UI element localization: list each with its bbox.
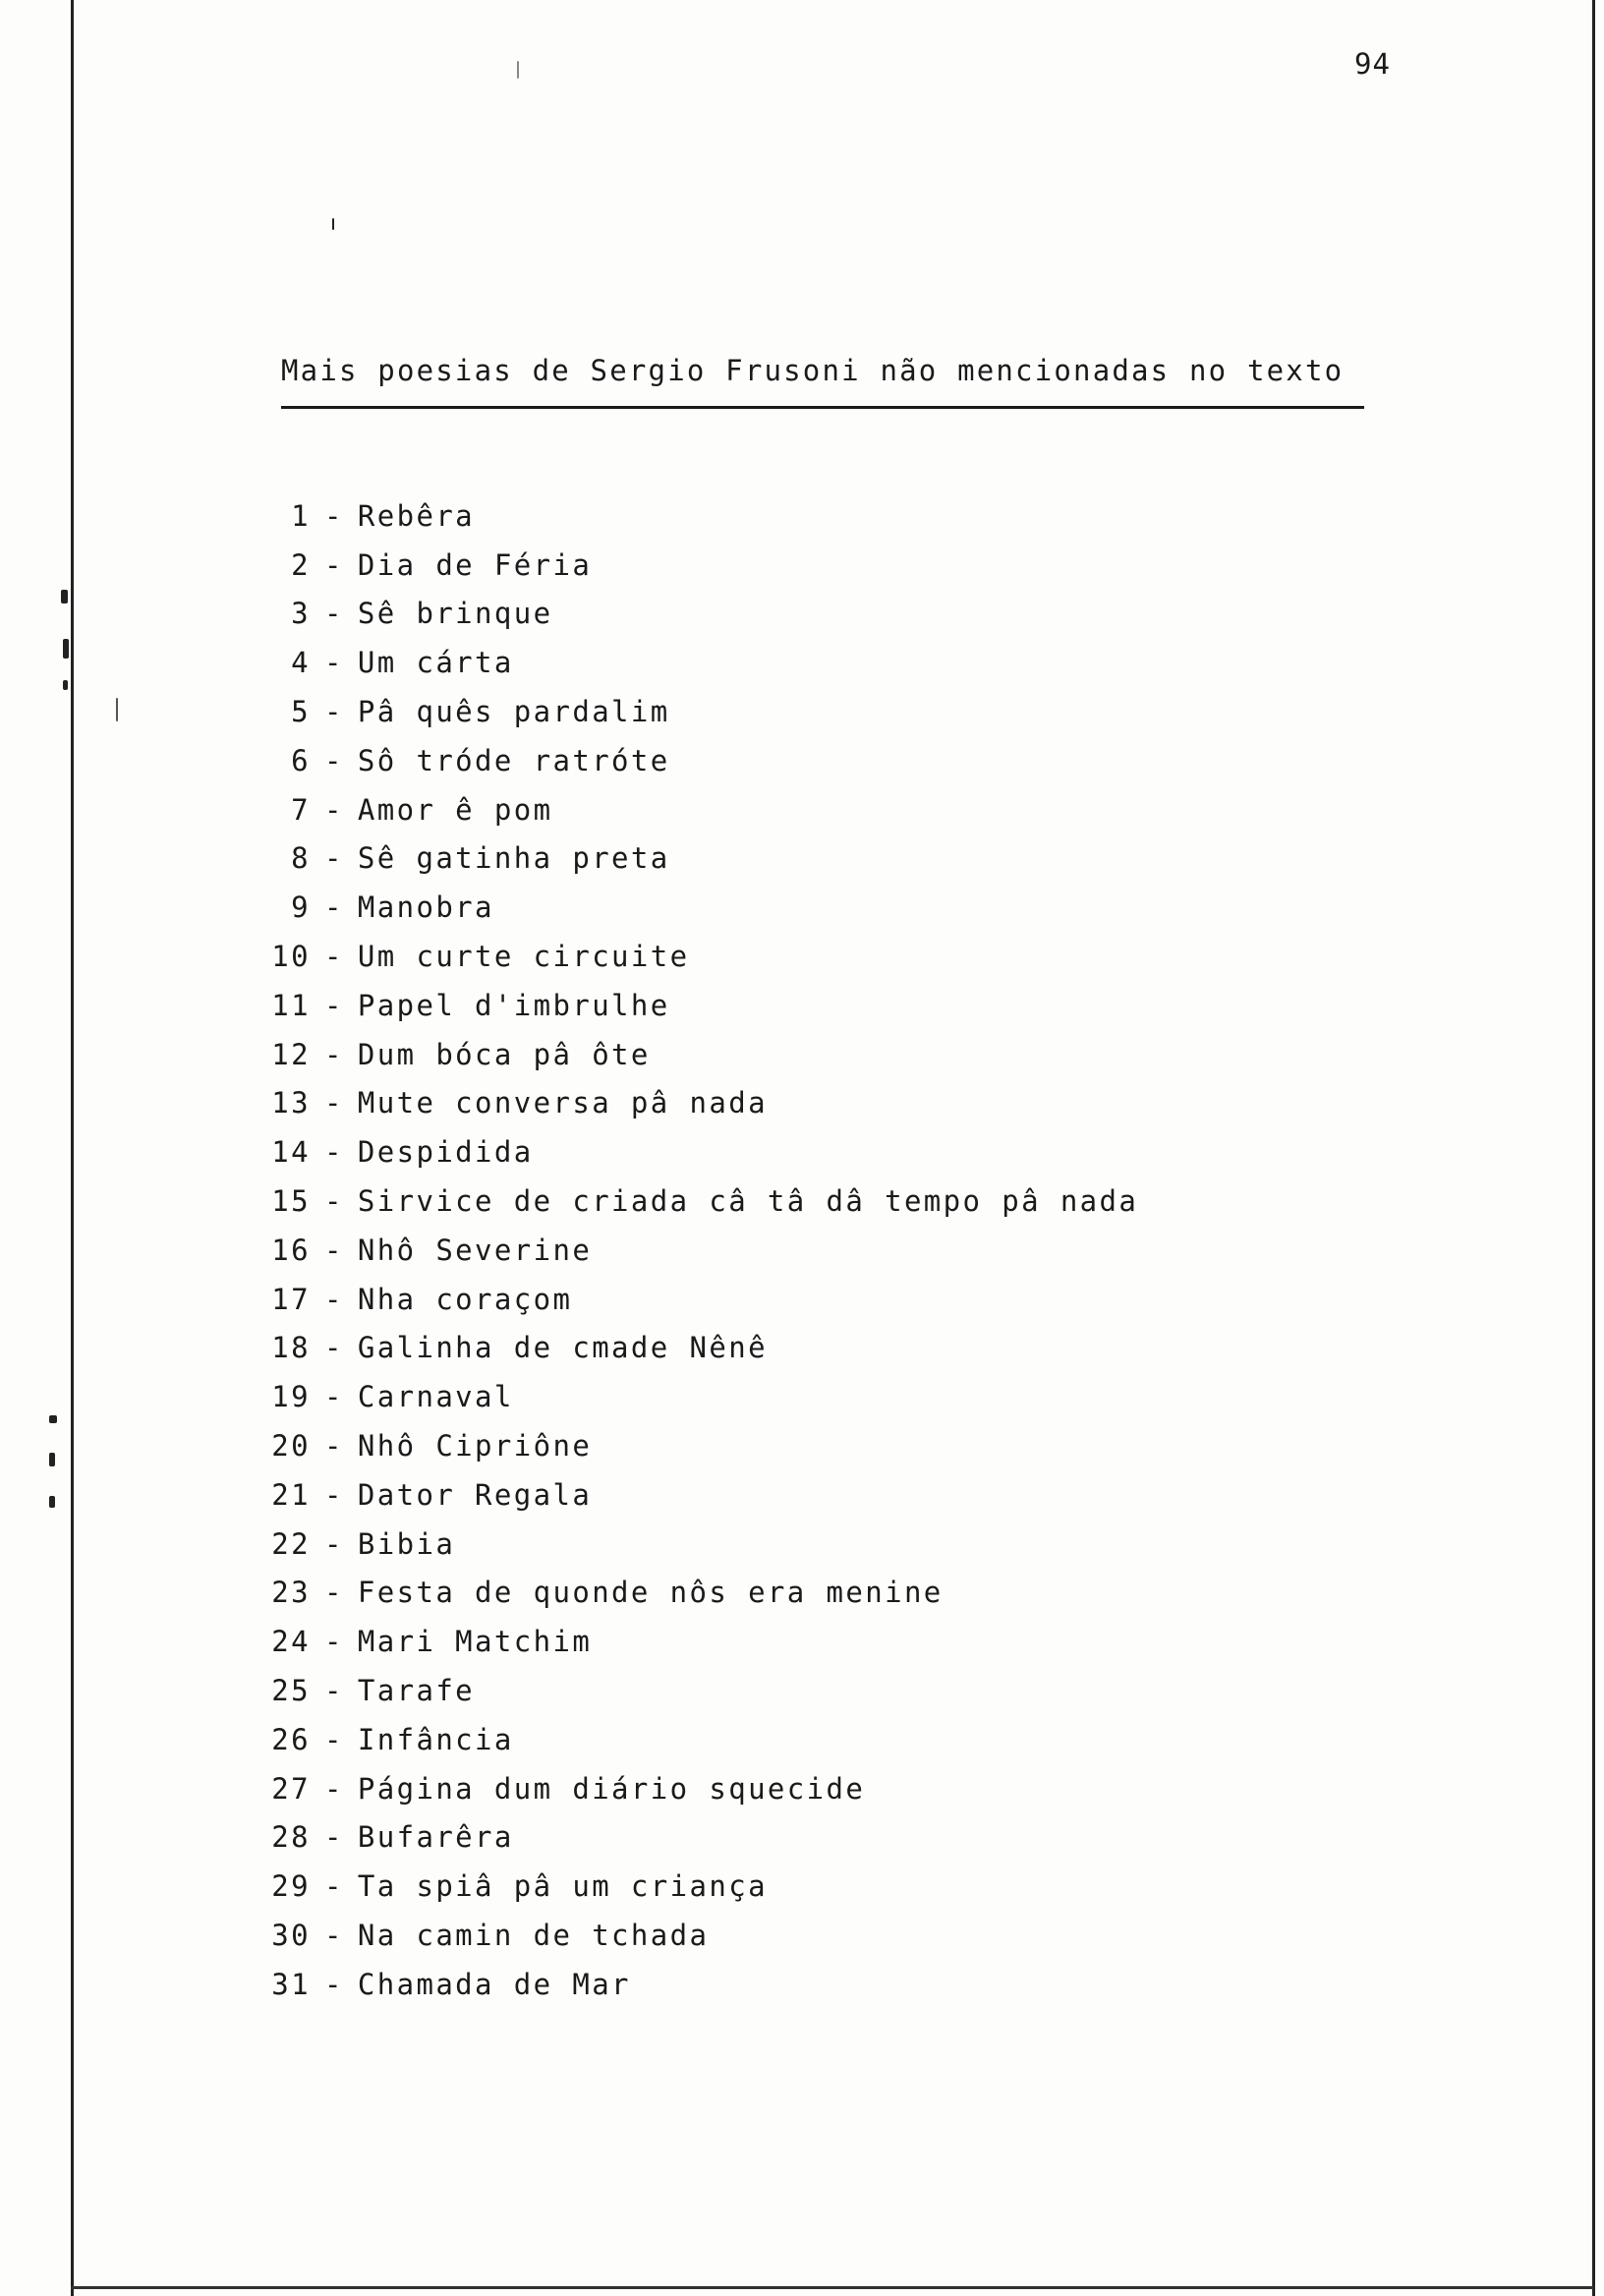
poem-number: 14 — [271, 1135, 311, 1170]
poem-separator: - — [324, 743, 344, 777]
list-item — [265, 541, 1494, 590]
scan-speck — [63, 639, 69, 659]
poem-title: Chamada de Mar — [357, 1967, 631, 2001]
poem-separator: - — [324, 1282, 344, 1316]
poem-separator: - — [324, 988, 344, 1022]
poem-number: 5 — [291, 695, 311, 729]
poem-title: Carnaval — [357, 1380, 514, 1414]
poem-separator: - — [324, 695, 344, 729]
poem-number: 7 — [291, 792, 311, 827]
poem-separator: - — [324, 1184, 344, 1219]
poem-title: Tarafe — [357, 1674, 476, 1708]
poem-title: Nhô Severine — [357, 1233, 593, 1267]
list-item — [265, 932, 1494, 981]
scan-edge-bottom — [71, 2286, 1594, 2289]
poem-separator: - — [324, 841, 344, 876]
poem-separator: - — [324, 1674, 344, 1708]
page-number: 94 — [1354, 47, 1391, 81]
poem-title: Infância — [357, 1722, 514, 1756]
poem-number: 16 — [271, 1233, 311, 1267]
poem-title: Um curte circuite — [357, 940, 690, 974]
poem-title: Nhô Cipriône — [357, 1429, 593, 1464]
poem-number: 11 — [271, 988, 311, 1022]
list-item — [265, 590, 1494, 639]
list-item — [265, 638, 1494, 687]
poem-number: 27 — [271, 1771, 311, 1806]
poem-number: 20 — [271, 1429, 311, 1464]
scan-speck — [332, 218, 334, 230]
poem-separator: - — [324, 1086, 344, 1120]
list-item — [265, 1911, 1494, 1960]
list-item — [265, 687, 1494, 736]
poem-number: 18 — [271, 1331, 311, 1365]
heading-underline — [281, 406, 1364, 409]
scan-speck — [116, 698, 118, 721]
list-item — [265, 1079, 1494, 1128]
poem-separator: - — [324, 1429, 344, 1464]
list-item — [265, 1177, 1494, 1226]
poem-title: Sô tróde ratróte — [357, 743, 670, 777]
list-item — [265, 1372, 1494, 1421]
poem-number: 12 — [271, 1037, 311, 1071]
poem-number: 28 — [271, 1820, 311, 1855]
poem-separator: - — [324, 1037, 344, 1071]
poem-title: Ta spiâ pâ um criança — [357, 1869, 768, 1904]
poem-number: 26 — [271, 1722, 311, 1756]
poem-title: Rebêra — [357, 498, 476, 533]
list-item — [265, 736, 1494, 785]
list-item — [265, 1324, 1494, 1373]
scan-speck — [49, 1496, 55, 1508]
poem-number: 17 — [271, 1282, 311, 1316]
poem-separator: - — [324, 1919, 344, 1952]
poem-separator: - — [324, 547, 344, 582]
list-item — [265, 1127, 1494, 1177]
poem-title: Bufarêra — [357, 1820, 514, 1855]
poem-title: Manobra — [357, 890, 494, 925]
poem-separator: - — [324, 1820, 344, 1855]
poem-number: 6 — [291, 743, 311, 777]
list-item — [265, 785, 1494, 834]
list-item — [265, 1617, 1494, 1666]
poem-separator: - — [324, 1771, 344, 1806]
poem-title: Sê brinque — [357, 597, 553, 631]
scan-speck — [61, 590, 68, 603]
poem-number: 23 — [271, 1576, 311, 1610]
list-item — [265, 1470, 1494, 1520]
poem-title: Na camin de tchada — [357, 1919, 710, 1952]
poem-number: 8 — [291, 841, 311, 876]
list-item — [265, 883, 1494, 932]
poem-title: Um cárta — [357, 646, 514, 680]
poem-number: 21 — [271, 1477, 311, 1512]
poem-separator: - — [324, 940, 344, 974]
poem-number: 24 — [271, 1625, 311, 1659]
list-item — [265, 981, 1494, 1030]
poem-number: 4 — [291, 646, 311, 680]
poem-separator: - — [324, 1869, 344, 1904]
poem-separator: - — [324, 792, 344, 827]
poem-title: Festa de quonde nôs era menine — [357, 1576, 944, 1610]
poem-title: Mari Matchim — [357, 1625, 593, 1659]
poem-separator: - — [324, 1625, 344, 1659]
poem-separator: - — [324, 498, 344, 533]
poem-number: 19 — [271, 1380, 311, 1414]
poem-title: Mute conversa pâ nada — [357, 1086, 768, 1120]
list-item — [265, 1275, 1494, 1324]
list-item — [265, 491, 1494, 541]
list-item — [265, 1960, 1494, 2009]
poem-title: Página dum diário squecide — [357, 1771, 866, 1806]
poem-separator: - — [324, 646, 344, 680]
scan-speck — [49, 1453, 55, 1466]
poem-number: 9 — [291, 890, 311, 925]
list-item — [265, 1030, 1494, 1079]
poem-separator: - — [324, 1331, 344, 1365]
poem-separator: - — [324, 1576, 344, 1610]
poem-title: Pâ quês pardalim — [357, 695, 670, 729]
poem-title: Amor ê pom — [357, 792, 553, 827]
list-item — [265, 1520, 1494, 1569]
poem-number: 29 — [271, 1869, 311, 1904]
poem-number: 13 — [271, 1086, 311, 1120]
poem-title: Despidida — [357, 1135, 534, 1170]
poem-title: Sirvice de criada câ tâ dâ tempo pâ nada — [357, 1184, 1139, 1219]
scan-edge-left — [71, 0, 74, 2296]
list-item — [265, 1715, 1494, 1764]
list-item — [265, 1862, 1494, 1911]
poem-separator: - — [324, 1477, 344, 1512]
poem-separator: - — [324, 890, 344, 925]
poem-separator: - — [324, 1722, 344, 1756]
poem-list — [265, 491, 1494, 2009]
poem-title: Bibia — [357, 1526, 456, 1561]
poem-number: 30 — [271, 1919, 311, 1952]
list-item — [265, 1226, 1494, 1275]
list-item — [265, 1666, 1494, 1715]
poem-number: 2 — [291, 547, 311, 582]
poem-separator: - — [324, 1135, 344, 1170]
poem-separator: - — [324, 1526, 344, 1561]
poem-number: 15 — [271, 1184, 311, 1219]
scan-edge-right — [1592, 0, 1595, 2296]
list-item — [265, 1764, 1494, 1813]
poem-separator: - — [324, 1233, 344, 1267]
poem-separator: - — [324, 597, 344, 631]
list-item — [265, 1813, 1494, 1863]
list-item — [265, 1569, 1494, 1618]
poem-number: 10 — [271, 940, 311, 974]
list-item — [265, 1421, 1494, 1470]
poem-separator: - — [324, 1967, 344, 2001]
poem-number: 1 — [291, 498, 311, 533]
poem-number: 3 — [291, 597, 311, 631]
poem-title: Papel d'imbrulhe — [357, 988, 670, 1022]
poem-title: Nha coraçom — [357, 1282, 573, 1316]
list-item — [265, 834, 1494, 884]
poem-separator: - — [324, 1380, 344, 1414]
scan-speck — [63, 680, 68, 690]
page-heading: Mais poesias de Sergio Frusoni não mencionadas no texto — [281, 354, 1345, 387]
poem-title: Dia de Féria — [357, 547, 593, 582]
poem-title: Dum bóca pâ ôte — [357, 1037, 651, 1071]
scan-speck — [517, 61, 519, 79]
poem-number: 25 — [271, 1674, 311, 1708]
poem-title: Sê gatinha preta — [357, 841, 670, 876]
poem-number: 22 — [271, 1526, 311, 1561]
scan-speck — [49, 1415, 57, 1423]
poem-number: 31 — [271, 1967, 311, 2001]
poem-title: Dator Regala — [357, 1477, 593, 1512]
poem-title: Galinha de cmade Nênê — [357, 1331, 768, 1365]
